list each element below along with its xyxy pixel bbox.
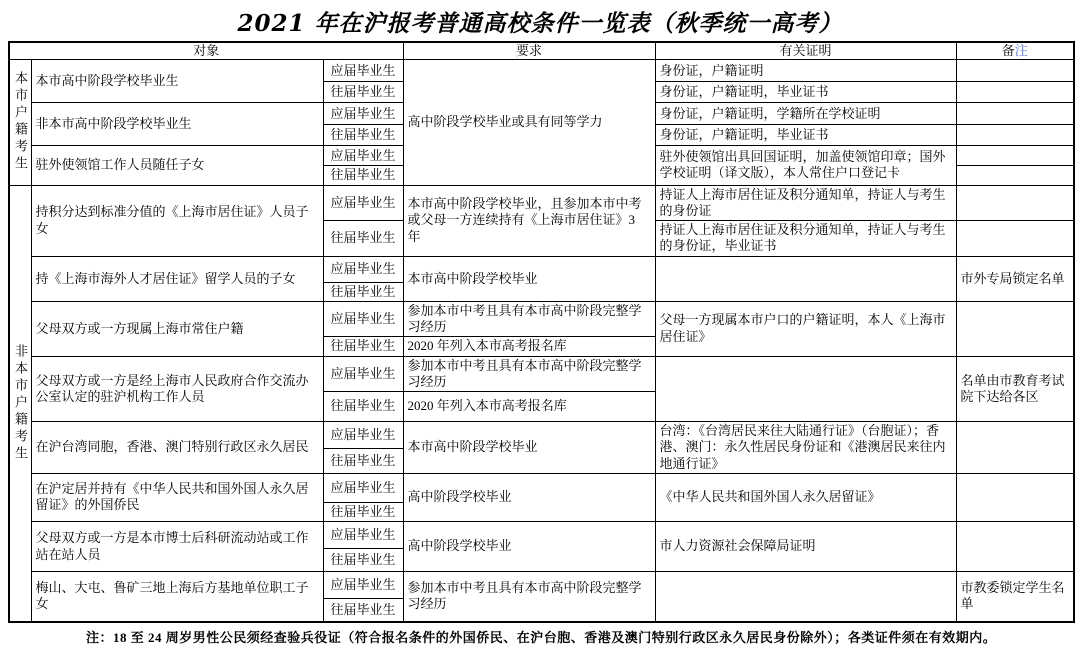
subject-cell: 非本市高中阶段学校毕业生 — [31, 103, 323, 146]
subject-cell: 在沪定居并持有《中华人民共和国外国人永久居留证》的外国侨民 — [31, 473, 323, 521]
grad-status-cell: 往届毕业生 — [323, 449, 403, 474]
remark-cell — [956, 185, 1074, 221]
proof-cell: 市人力资源社会保障局证明 — [655, 522, 956, 572]
grad-status-cell: 应届毕业生 — [323, 572, 403, 599]
conditions-table — [8, 41, 1075, 623]
requirement-cell: 参加本市中考且具有本市高中阶段完整学习经历 — [403, 356, 655, 392]
grad-status-cell: 应届毕业生 — [323, 473, 403, 502]
proof-cell: 《中华人民共和国外国人永久居留证》 — [655, 473, 956, 521]
remark-cell — [956, 146, 1074, 166]
proof-cell — [655, 256, 956, 301]
table-row — [9, 473, 1074, 502]
grad-status-cell: 应届毕业生 — [323, 422, 403, 449]
proof-cell: 身份证，户籍证明 — [655, 60, 956, 82]
remark-cell — [956, 522, 1074, 572]
grad-status-cell: 往届毕业生 — [323, 282, 403, 301]
proof-cell: 驻外使领馆出具回国证明，加盖使领馆印章；国外学校证明（译文版），本人常住户口登记卡 — [655, 146, 956, 185]
col-header-remark — [956, 42, 1074, 60]
remark-cell: 名单由市教育考试院下达给各区 — [956, 356, 1074, 422]
table-row — [9, 256, 1074, 282]
requirement-cell: 高中阶段学校毕业 — [403, 522, 655, 572]
col-header-subject: 对象 — [9, 42, 403, 60]
remark-cell — [956, 221, 1074, 257]
footnote: 注：18 至 24 周岁男性公民须经查验兵役证（符合报名条件的外国侨民、在沪台胞、香港及澳门特别行政区永久居民身份除外）；各类证件须在有效期内。 — [86, 629, 997, 645]
grad-status-cell: 往届毕业生 — [323, 549, 403, 572]
grad-status-cell: 往届毕业生 — [323, 125, 403, 146]
requirement-cell: 参加本市中考且具有本市高中阶段完整学习经历 — [403, 572, 655, 622]
requirement-cell: 本市高中阶段学校毕业 — [403, 422, 655, 474]
table-row — [9, 356, 1074, 392]
table-row — [9, 301, 1074, 337]
grad-status-cell: 往届毕业生 — [323, 392, 403, 422]
grad-status-cell: 往届毕业生 — [323, 221, 403, 257]
subject-cell: 持积分达到标准分值的《上海市居住证》人员子女 — [31, 185, 323, 256]
remark-cell: 市外专局锁定名单 — [956, 256, 1074, 301]
subject-cell: 驻外使领馆工作人员随任子女 — [31, 146, 323, 185]
col-header-proof: 有关证明 — [655, 42, 956, 60]
table-row — [9, 522, 1074, 549]
proof-cell: 身份证，户籍证明，毕业证书 — [655, 125, 956, 146]
col-header-requirement: 要求 — [403, 42, 655, 60]
proof-cell: 身份证，户籍证明，学籍所在学校证明 — [655, 103, 956, 125]
remark-header-link: 注 — [1014, 43, 1028, 58]
remark-cell — [956, 103, 1074, 125]
header-row — [9, 42, 1074, 60]
subject-cell: 本市高中阶段学校毕业生 — [31, 60, 323, 103]
requirement-cell: 本市高中阶段学校毕业，且参加本市中考或父母一方连续持有《上海市居住证》3 年 — [403, 185, 655, 256]
grad-status-cell: 应届毕业生 — [323, 60, 403, 82]
requirement-cell: 高中阶段学校毕业或具有同等学力 — [403, 60, 655, 185]
subject-cell: 在沪台湾同胞，香港、澳门特别行政区永久居民 — [31, 422, 323, 474]
proof-cell: 持证人上海市居住证及积分通知单，持证人与考生的身份证，毕业证书 — [655, 221, 956, 257]
grad-status-cell: 应届毕业生 — [323, 185, 403, 221]
subject-cell: 父母双方或一方是本市博士后科研流动站或工作站在站人员 — [31, 522, 323, 572]
grad-status-cell: 应届毕业生 — [323, 522, 403, 549]
remark-cell — [956, 473, 1074, 521]
grad-status-cell: 应届毕业生 — [323, 146, 403, 166]
grad-status-cell: 应届毕业生 — [323, 256, 403, 282]
group-cell-local — [9, 60, 31, 185]
grad-status-cell: 应届毕业生 — [323, 356, 403, 392]
proof-cell — [655, 356, 956, 422]
subject-cell: 父母双方或一方现属上海市常住户籍 — [31, 301, 323, 356]
remark-header-text: 备 — [1001, 43, 1015, 58]
remark-cell — [956, 125, 1074, 146]
subject-cell: 梅山、大屯、鲁矿三地上海后方基地单位职工子女 — [31, 572, 323, 622]
requirement-cell: 参加本市中考且具有本市高中阶段完整学习经历 — [403, 301, 655, 337]
proof-cell: 台湾：《台湾居民来往大陆通行证》（台胞证）；香港、澳门：永久性居民身份证和《港澳居民来往内地通行证》 — [655, 422, 956, 474]
proof-cell — [655, 572, 956, 622]
table-row — [9, 422, 1074, 449]
table-row — [9, 185, 1074, 221]
group-label-local: 本市户籍考生 — [13, 71, 28, 174]
page-title: 2021 年在沪报考普通高校条件一览表（秋季统一高考） — [237, 10, 843, 37]
remark-cell — [956, 301, 1074, 356]
remark-cell — [956, 60, 1074, 82]
subject-cell: 持《上海市海外人才居住证》留学人员的子女 — [31, 256, 323, 301]
requirement-cell: 2020 年列入本市高考报名库 — [403, 392, 655, 422]
remark-cell: 市教委锁定学生名单 — [956, 572, 1074, 622]
proof-cell: 身份证，户籍证明，毕业证书 — [655, 82, 956, 103]
remark-cell — [956, 422, 1074, 474]
requirement-cell: 高中阶段学校毕业 — [403, 473, 655, 521]
grad-status-cell: 往届毕业生 — [323, 599, 403, 622]
table-row — [9, 60, 1074, 82]
proof-cell: 父母一方现属本市户口的户籍证明，本人《上海市居住证》 — [655, 301, 956, 356]
grad-status-cell: 往届毕业生 — [323, 82, 403, 103]
grad-status-cell: 往届毕业生 — [323, 166, 403, 185]
group-cell-nonlocal — [9, 185, 31, 622]
remark-cell — [956, 82, 1074, 103]
table-row — [9, 572, 1074, 599]
grad-status-cell: 往届毕业生 — [323, 337, 403, 356]
grad-status-cell: 往届毕业生 — [323, 502, 403, 521]
grad-status-cell: 应届毕业生 — [323, 301, 403, 337]
requirement-cell: 2020 年列入本市高考报名库 — [403, 337, 655, 356]
proof-cell: 持证人上海市居住证及积分通知单，持证人与考生的身份证 — [655, 185, 956, 221]
grad-status-cell: 应届毕业生 — [323, 103, 403, 125]
requirement-cell: 本市高中阶段学校毕业 — [403, 256, 655, 301]
remark-cell — [956, 166, 1074, 185]
group-label-nonlocal: 非本市户籍考生 — [13, 343, 28, 463]
subject-cell: 父母双方或一方是经上海市人民政府合作交流办公室认定的驻沪机构工作人员 — [31, 356, 323, 422]
